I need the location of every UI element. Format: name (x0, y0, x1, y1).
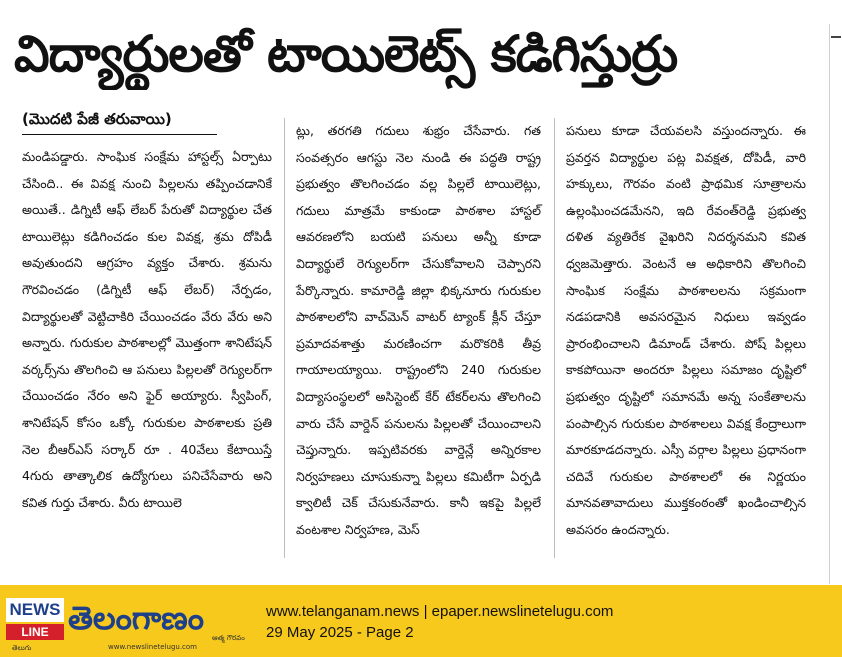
continued-from-label: (మొదటి పేజీ తరువాయి) (22, 110, 172, 128)
logo-telugu-caption: తెలుగు (12, 644, 32, 652)
continued-from-underline (22, 134, 217, 135)
footer-date-page: 29 May 2025 - Page 2 (266, 624, 414, 641)
newsline-logo (6, 598, 64, 640)
article-column-1: మండిపడ్డారు. సాంఘిక సంక్షేమ హాస్టల్స్ ఏర్పాటు చేసింది.. ఈ వివక్ష నుంచి పిల్లలను తప్పించడానికే అయితే.. డిగ్నిటీ ఆఫ్ లేబర్ పేరుతో విద్యార్థుల చేత టాయిలెట్లు కడిగించడం కుల వివక్ష, శ్రమ దోపిడీ అవుతుందని ఆగ్రహం వ్యక్తం చేశారు. శ్రమను గౌరవించడం (డిగ్నిటీ ఆఫ్ లేబర్) నేర్పడం, విద్యార్థులతో వెట్టిచాకిరి చేయించడం వేరు వేరు అని అన్నారు. గురుకుల పాఠశాలల్లో మొత్తంగా శానిటేషన్ వర్కర్స్‌ను తొలగించి ఆ పనులు పిల్లలతో రెగ్యులర్‌గా చేయించడం నేరం అని ఫైర్ అయ్యారు. స్వీపింగ్, శానిటేషన్ కోసం ఒక్కో గురుకుల పాఠశాలకు ప్రతి నెల బీఆర్ఎస్ సర్కార్ రూ . 40వేలు కేటాయిస్తే 4గురు తాత్కాలిక ఉద్యోగులు పనిచేసేవారు అని కవిత గుర్తు చేశారు. వీరు టాయిలె (22, 149, 272, 510)
article-column-2: ట్లు, తరగతి గదులు శుభ్రం చేసేవారు. గత సంవత్సరం ఆగస్టు నెల నుండి ఈ పద్ధతి రాష్ట్ర ప్రభుత్వం తొలగించడం వల్ల పిల్లలే టాయిలెట్లు, గదులు మాత్రమే కాకుండా పాఠశాల హాస్టల్ ఆవరణలోని బయటి పనులు అన్నీ కూడా విద్యార్థులే రెగ్యులర్‌గా చేసుకోవాలని చెప్పారని పేర్కొన్నారు. కామారెడ్డి జిల్లా భిక్కనూరు గురుకుల పాఠశాలలోని వాచ్‌మెన్ వాటర్ ట్యాంక్ క్లీన్ చేస్తూ ప్రమాదవశాత్తు మరణించగా మరొకరికి తీవ్ర గాయాలయ్యాయి. రాష్ట్రంలోని 240 గురుకుల విద్యాసంస్థలలో అసిస్టెంట్ కేర్ టేకర్‌లను తొలగించి వారు చేసే వార్డెన్ పనులను పిల్లలతో చేయించాలని చెప్తున్నారు. ఇప్పటివరకు వార్డెన్లే అన్నిరకాల నిర్వహణలు చూసుకున్నా పిల్లలు కమిటీగా ఏర్పడి క్వాలిటీ చెక్ చేసుకునేవారు. కానీ ఇకపై పిల్లలే వంటశాల నిర్వహణ, మెస్ (296, 123, 541, 537)
article-column-3: పనులు కూడా చేయవలసి వస్తుందన్నారు. ఈ ప్రవర్తన విద్యార్థుల పట్ల వివక్షత, దోపిడీ, వారి హక్కులు, గౌరవం వంటి ప్రాథమిక సూత్రాలను ఉల్లంఘించడమేనని, ఇది రేవంత్‌రెడ్డి ప్రభుత్వ దళిత వ్యతిరేక వైఖరిని నిదర్శనమని కవిత ధ్వజమెత్తారు. వెంటనే ఆ అధికారిని తొలగించి సాంఘిక సంక్షేమ పాఠశాలలను సక్రమంగా నడపడానికి అవసరమైన నిధులు ఇవ్వడం ప్రారంభించాలని డిమాండ్ చేశారు. పోష్ పిల్లలు కాకపోయినా అందరూ పిల్లలు సమాజం దృష్టిలో ప్రభుత్వం దృష్టిలో సమానమే అన్న సంకేతాలను పంపాల్సిన గురుకుల పాఠశాలలు వివక్ష కేంద్రాలుగా మారకూడదన్నారు. ఎస్సీ వర్గాల పిల్లలు ప్రధానంగా చదివే గురుకుల పాఠశాలలో ఈ నిర్ణయం మానవతావాదులు ముక్తకంఠంతో ఖండించాల్సిన అవసరం ఉందన్నారు. (566, 123, 806, 537)
logo-tagline: ఆత్మ గౌరవం (212, 634, 245, 642)
newsline-logo-line: LINE (6, 624, 64, 640)
logo-url-caption: www.newslinetelugu.com (108, 643, 197, 651)
newsline-logo-news: NEWS (6, 598, 64, 622)
telanganam-logo: తెలంగాణం (68, 599, 204, 637)
headline: విద్యార్థులతో టాయిలెట్స్ కడిగిస్తుర్రు (14, 25, 678, 83)
column-divider (554, 118, 555, 558)
footer-urls: www.telanganam.news | epaper.newslinetelugu.com (266, 603, 614, 620)
page-edge-tick (831, 36, 841, 38)
page-edge-rule (829, 24, 830, 584)
column-divider (284, 118, 285, 558)
